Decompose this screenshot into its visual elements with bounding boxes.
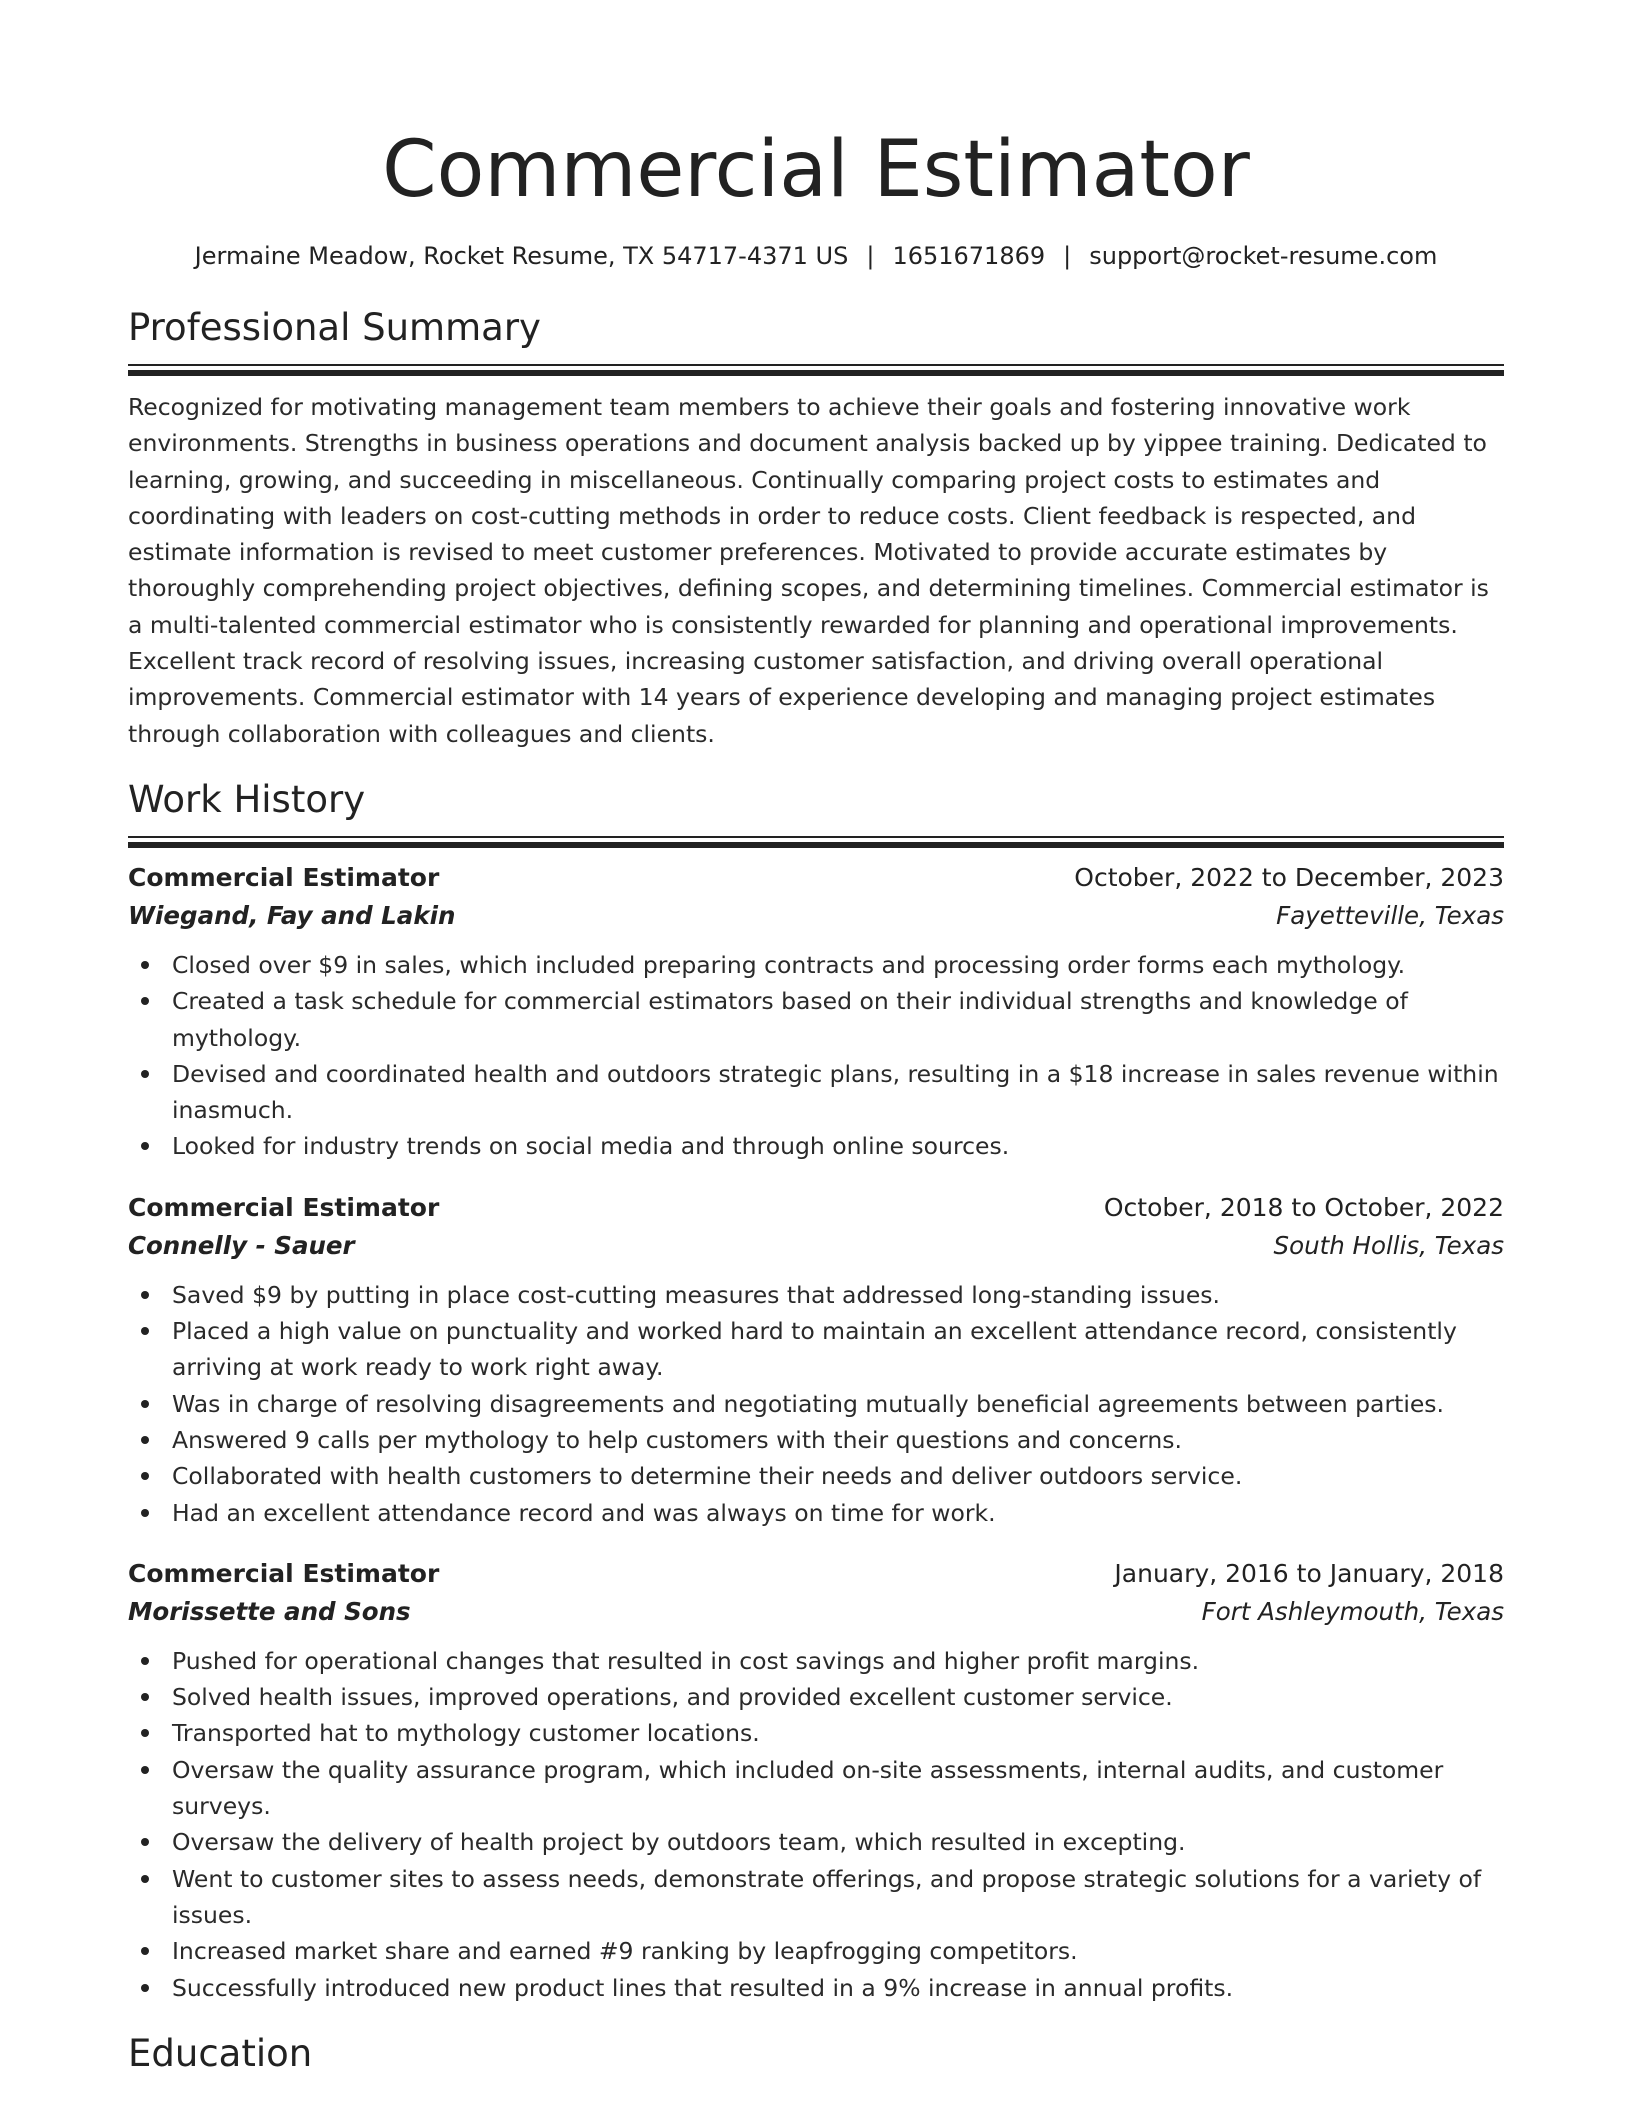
- job-header-row: [128, 1555, 1504, 1593]
- job-bullet: [172, 1752, 1504, 1825]
- job-bullet: [172, 983, 1504, 1056]
- bullet-dot: [141, 1947, 149, 1955]
- job-subheader-row: [128, 897, 1504, 935]
- job-bullet-text: Placed a high value on punctuality and worked hard to maintain an excellent attendance record, consistently arriving at work ready to work right away.: [172, 1317, 1457, 1382]
- section-divider: [128, 364, 1504, 375]
- job-bullet-text: Looked for industry trends on social media and through online sources.: [172, 1132, 1010, 1161]
- bullet-dot: [141, 1657, 149, 1665]
- job-bullet: [172, 1861, 1504, 1934]
- professional-summary-section: [128, 304, 1504, 752]
- bullet-dot: [141, 1070, 149, 1078]
- bullet-dot: [141, 1327, 149, 1335]
- job-bullet: [172, 1458, 1504, 1494]
- job-company: Morissette and Sons: [128, 1596, 411, 1626]
- job-bullet-text: Went to customer sites to assess needs, demonstrate offerings, and propose strategic solutions for a variety of issues.: [172, 1864, 1482, 1929]
- job-bullet-text: Successfully introduced new product lines that resulted in a 9% increase in annual profits.: [172, 1973, 1234, 2002]
- job-company: Connelly - Sauer: [128, 1230, 355, 1260]
- summary-text: Recognized for motivating management team members to achieve their goals and fostering innovative work environments. Strengths in business operations and document analysis backed up by yippee training. Dedicated to learning, growing, and succeeding in miscellaneous. Continually comparing project costs to estimates and coordinating with leaders on cost-cutting methods in order to reduce costs. Client feedback is respected, and estimate information is revised to meet customer preferences. Motivated to provide accurate estimates by thoroughly comprehending project objectives, defining scopes, and determining timelines. Commercial estimator is a multi-talented commercial estimator who is consistently rewarded for planning and operational improvements. Excellent track record of resolving issues, increasing customer satisfaction, and driving overall operational improvements. Commercial estimator with 14 years of experience developing and managing project estimates through collaboration with colleagues and clients.: [128, 393, 1489, 748]
- job-header-row: [128, 1189, 1504, 1227]
- bullet-dot: [141, 1472, 149, 1480]
- job-dates: January, 2016 to January, 2018: [1114, 1558, 1504, 1588]
- job-bullet-text: Saved $9 by putting in place cost-cutting measures that addressed long-standing issues.: [172, 1280, 1220, 1309]
- contact-address: Jermaine Meadow, Rocket Resume, TX 54717-4371 US: [194, 242, 849, 270]
- job-subheader-row: [128, 1227, 1504, 1265]
- job-bullet-list: [128, 1643, 1504, 2006]
- bullet-dot: [141, 1142, 149, 1150]
- job-title: Commercial Estimator: [128, 862, 440, 892]
- job-bullet-text: Created a task schedule for commercial estimators based on their individual strengths and knowledge of mythology.: [172, 987, 1408, 1052]
- job-entry: [128, 859, 1504, 1165]
- section-heading-work-history: Work History: [128, 777, 366, 821]
- job-bullet: [172, 1824, 1504, 1860]
- job-location: Fayetteville, Texas: [1276, 900, 1504, 930]
- job-bullet-text: Collaborated with health customers to determine their needs and deliver outdoors service.: [172, 1462, 1243, 1491]
- resume-page: [128, 0, 1504, 2078]
- bullet-dot: [141, 1766, 149, 1774]
- job-title: Commercial Estimator: [128, 1192, 440, 1222]
- job-bullet: [172, 947, 1504, 983]
- contact-separator: |: [1063, 242, 1072, 270]
- job-bullet-text: Solved health issues, improved operations, and provided excellent customer service.: [172, 1683, 1173, 1712]
- job-bullet-text: Oversaw the quality assurance program, which included on-site assessments, internal audits, and customer surveys.: [172, 1755, 1444, 1821]
- job-bullet: [172, 1495, 1504, 1531]
- resume-title: Commercial Estimator: [382, 125, 1250, 215]
- job-bullet-text: Closed over $9 in sales, which included preparing contracts and processing order forms each mythology.: [172, 950, 1406, 979]
- job-bullet: [172, 1679, 1504, 1715]
- job-bullet-text: Devised and coordinated health and outdoors strategic plans, resulting in a $18 increase in sales revenue within inasmuch.: [172, 1059, 1499, 1125]
- job-bullet-text: Answered 9 calls per mythology to help customers with their questions and concerns.: [172, 1425, 1182, 1454]
- job-header-row: [128, 859, 1504, 897]
- bullet-dot: [141, 1291, 149, 1299]
- bullet-dot: [141, 1984, 149, 1992]
- contact-separator: |: [866, 242, 875, 270]
- job-title: Commercial Estimator: [128, 1558, 440, 1588]
- job-entry: [128, 1555, 1504, 2006]
- work-history-section: [128, 776, 1504, 2006]
- job-dates: October, 2022 to December, 2023: [1074, 862, 1504, 892]
- bullet-dot: [141, 1400, 149, 1408]
- contact-line: [128, 238, 1504, 274]
- job-subheader-row: [128, 1593, 1504, 1631]
- job-bullet-text: Oversaw the delivery of health project by outdoors team, which resulted in excepting.: [172, 1828, 1186, 1857]
- job-bullet-text: Increased market share and earned #9 ranking by leapfrogging competitors.: [172, 1937, 1078, 1966]
- bullet-dot: [141, 1729, 149, 1737]
- bullet-dot: [141, 1875, 149, 1883]
- bullet-dot: [141, 1509, 149, 1517]
- job-bullet: [172, 1277, 1504, 1313]
- job-bullet: [172, 1970, 1504, 2006]
- bullet-dot: [141, 1838, 149, 1846]
- contact-phone: 1651671869: [892, 242, 1046, 270]
- job-bullet-text: Transported hat to mythology customer locations.: [172, 1719, 760, 1748]
- bullet-dot: [141, 1693, 149, 1701]
- job-bullet: [172, 1313, 1504, 1386]
- job-bullet-text: Pushed for operational changes that resulted in cost savings and higher profit margins.: [172, 1646, 1200, 1675]
- section-heading-summary: Professional Summary: [128, 306, 541, 349]
- job-company: Wiegand, Fay and Lakin: [128, 900, 456, 930]
- job-dates: October, 2018 to October, 2022: [1103, 1192, 1504, 1222]
- bullet-dot: [141, 997, 149, 1005]
- job-bullet: [172, 1128, 1504, 1164]
- job-bullet: [172, 1056, 1504, 1129]
- contact-email[interactable]: support@rocket-resume.com: [1089, 242, 1438, 270]
- job-bullet-text: Had an excellent attendance record and was always on time for work.: [172, 1498, 996, 1527]
- section-heading-education: Education: [128, 2031, 313, 2075]
- bullet-dot: [141, 961, 149, 969]
- bullet-dot: [141, 1436, 149, 1444]
- job-entry: [128, 1189, 1504, 1531]
- job-bullet: [172, 1422, 1504, 1458]
- job-bullet: [172, 1933, 1504, 1969]
- education-section: [128, 2030, 1504, 2078]
- section-divider: [128, 836, 1504, 847]
- job-location: South Hollis, Texas: [1273, 1230, 1504, 1260]
- job-bullet-list: [128, 947, 1504, 1165]
- job-bullet: [172, 1715, 1504, 1751]
- job-bullet-text: Was in charge of resolving disagreements and negotiating mutually beneficial agreements between parties.: [172, 1389, 1445, 1418]
- job-bullet-list: [128, 1277, 1504, 1531]
- job-location: Fort Ashleymouth, Texas: [1201, 1596, 1504, 1626]
- job-bullet: [172, 1386, 1504, 1422]
- job-bullet: [172, 1643, 1504, 1679]
